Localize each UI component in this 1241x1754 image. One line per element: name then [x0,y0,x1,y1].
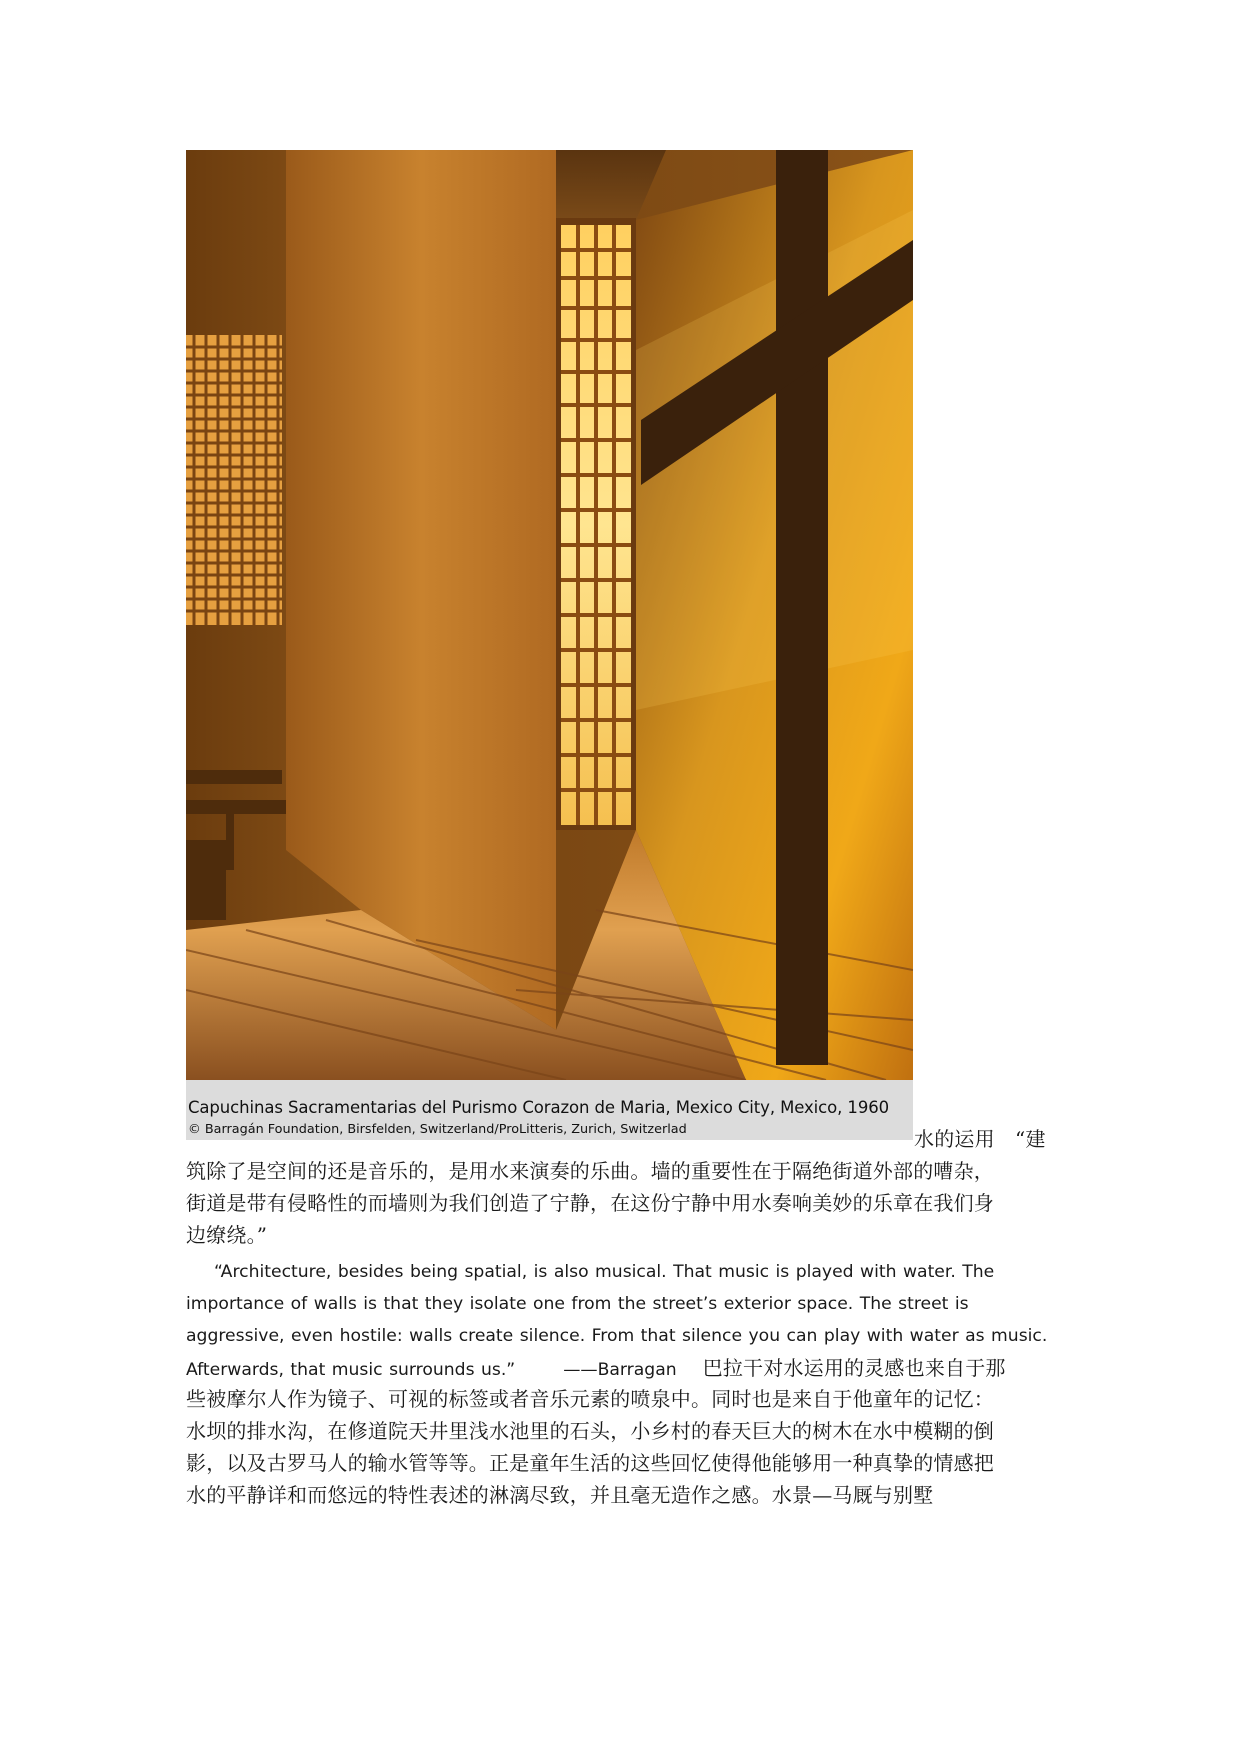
grid-window [186,335,282,625]
quote-attribution: ——Barragan [563,1360,677,1380]
caption-credit: © Barragán Foundation, Birsfelden, Switzerland/ProLitteris, Zurich, Switzerlad [188,1122,687,1137]
en-quote-line: aggressive, even hostile: walls create silence. From that silence you can play with water as music. [186,1326,1048,1346]
chapel-photo-figure [186,150,913,1140]
chapel-interior-illustration [186,150,913,1080]
zh-body-line: 影，以及古罗马人的输水管等等。正是童年生活的这些回忆使得他能够用一种真挚的情感把 [186,1451,994,1475]
glass-slit-window [556,218,636,830]
en-quote-paragraph [186,1256,1046,1396]
zh-quote-paragraph [186,1156,1046,1256]
zh-body-paragraph [186,1384,1046,1524]
en-quote-line: “Architecture, besides being spatial, is also musical. That music is played with water. The [214,1262,995,1282]
chapel-interior-photo [186,150,913,1080]
en-quote-line: importance of walls is that they isolate one from the street’s exterior space. The street is [186,1294,969,1314]
zh-body-line: 水的平静详和而悠远的特性表述的淋漓尽致，并且毫无造作之感。水景—马厩与别墅 [186,1483,934,1507]
zh-body-start: 巴拉干对水运用的灵感也来自于那 [702,1356,1006,1380]
photo-caption [186,1080,913,1140]
en-quote-line-last [186,1352,1006,1386]
zh-body-line: 水坝的排水沟，在修道院天井里浅水池里的石头，小乡村的春天巨大的树木在水中模糊的倒 [186,1419,994,1443]
quote-start-zh: “建 [1015,1127,1046,1151]
zh-body-line: 些被摩尔人作为镜子、可视的标签或者音乐元素的喷泉中。同时也是来自于他童年的记忆： [186,1387,994,1411]
section-heading-water: 水的运用 [914,1127,995,1151]
en-quote-end: Afterwards, that music surrounds us.” [186,1360,516,1380]
zh-quote-line: 边缭绕。” [186,1223,268,1247]
zh-quote-line: 街道是带有侵略性的而墙则为我们创造了宁静，在这份宁静中用水奏响美妙的乐章在我们身 [186,1191,994,1215]
caption-title: Capuchinas Sacramentarias del Purismo Corazon de Maria, Mexico City, Mexico, 1960 [188,1098,890,1117]
zh-quote-line: 筑除了是空间的还是音乐的，是用水来演奏的乐曲。墙的重要性在于隔绝街道外部的嘈杂， [186,1159,994,1183]
